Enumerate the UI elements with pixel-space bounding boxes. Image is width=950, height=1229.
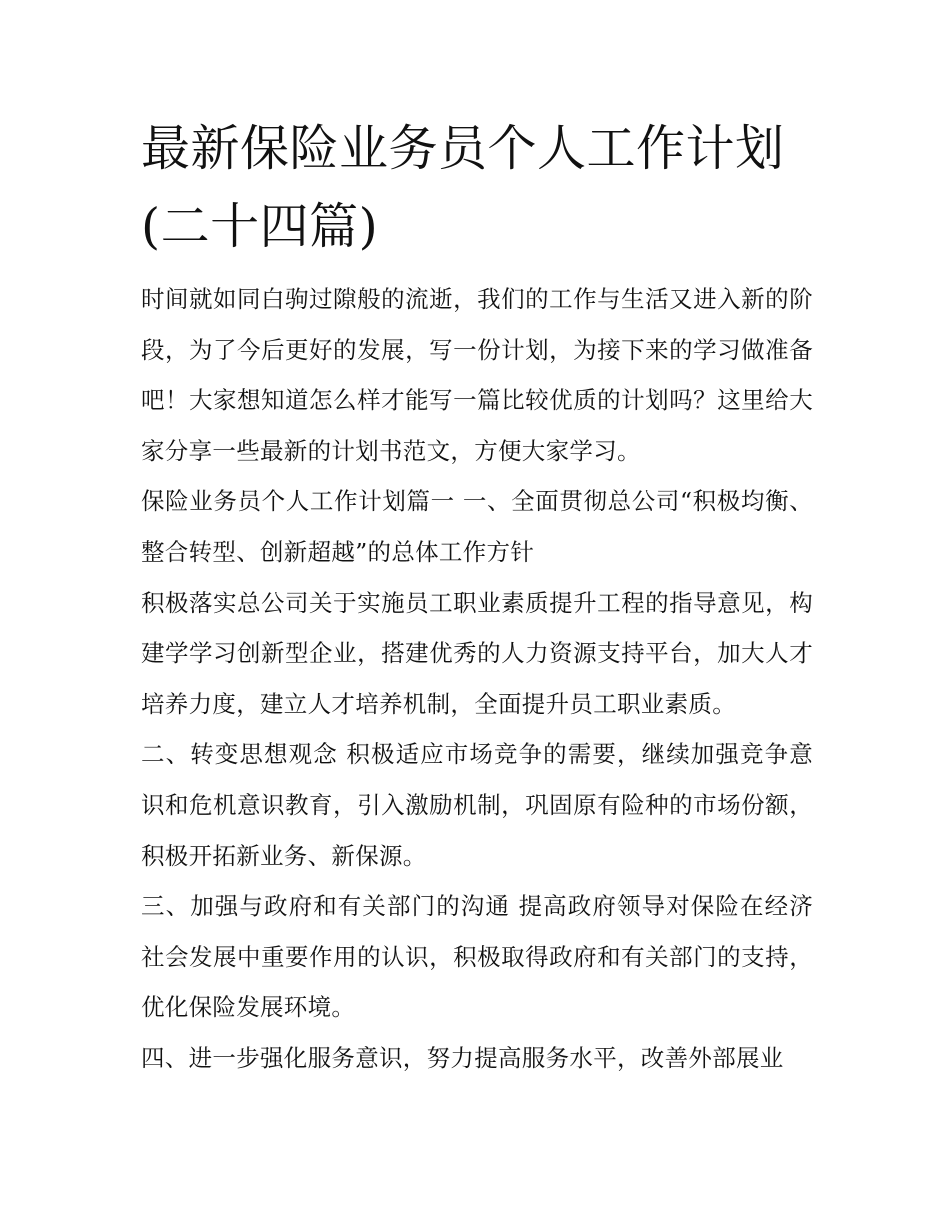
paragraph-section-heading: 保险业务员个人工作计划篇一 一、全面贯彻总公司“积极均衡、整合转型、创新超越”的总体工作方针 [141, 487, 813, 566]
document-title [141, 110, 813, 266]
paragraph-intro: 时间就如同白驹过隙般的流逝，我们的工作与生活又进入新的阶段，为了今后更好的发展，写一份计划，为接下来的学习做准备吧！大家想知道怎么样才能写一篇比较优质的计划吗？这里给大家分享一些最新的计划书范文，方便大家学习。 [141, 285, 813, 465]
document-body [141, 274, 813, 1084]
title-line-1: 最新保险业务员个人工作计划 [141, 120, 785, 177]
paragraph-item-2: 二、转变思想观念 积极适应市场竞争的需要，继续加强竞争意识和危机意识教育，引入激励机制，巩固原有险种的市场份额，积极开拓新业务、新保源。 [141, 740, 813, 870]
document-page [141, 110, 813, 1084]
paragraph-item-3: 三、加强与政府和有关部门的沟通 提高政府领导对保险在经济社会发展中重要作用的认识，积极取得政府和有关部门的支持，优化保险发展环境。 [141, 892, 813, 1022]
title-line-2: (二十四篇) [141, 198, 379, 255]
paragraph-item-4: 四、进一步强化服务意识，努力提高服务水平，改善外部展业 [141, 1043, 784, 1072]
paragraph-item-1: 积极落实总公司关于实施员工职业素质提升工程的指导意见，构建学学习创新型企业，搭建优秀的人力资源支持平台，加大人才培养力度，建立人才培养机制，全面提升员工职业素质。 [141, 588, 813, 718]
